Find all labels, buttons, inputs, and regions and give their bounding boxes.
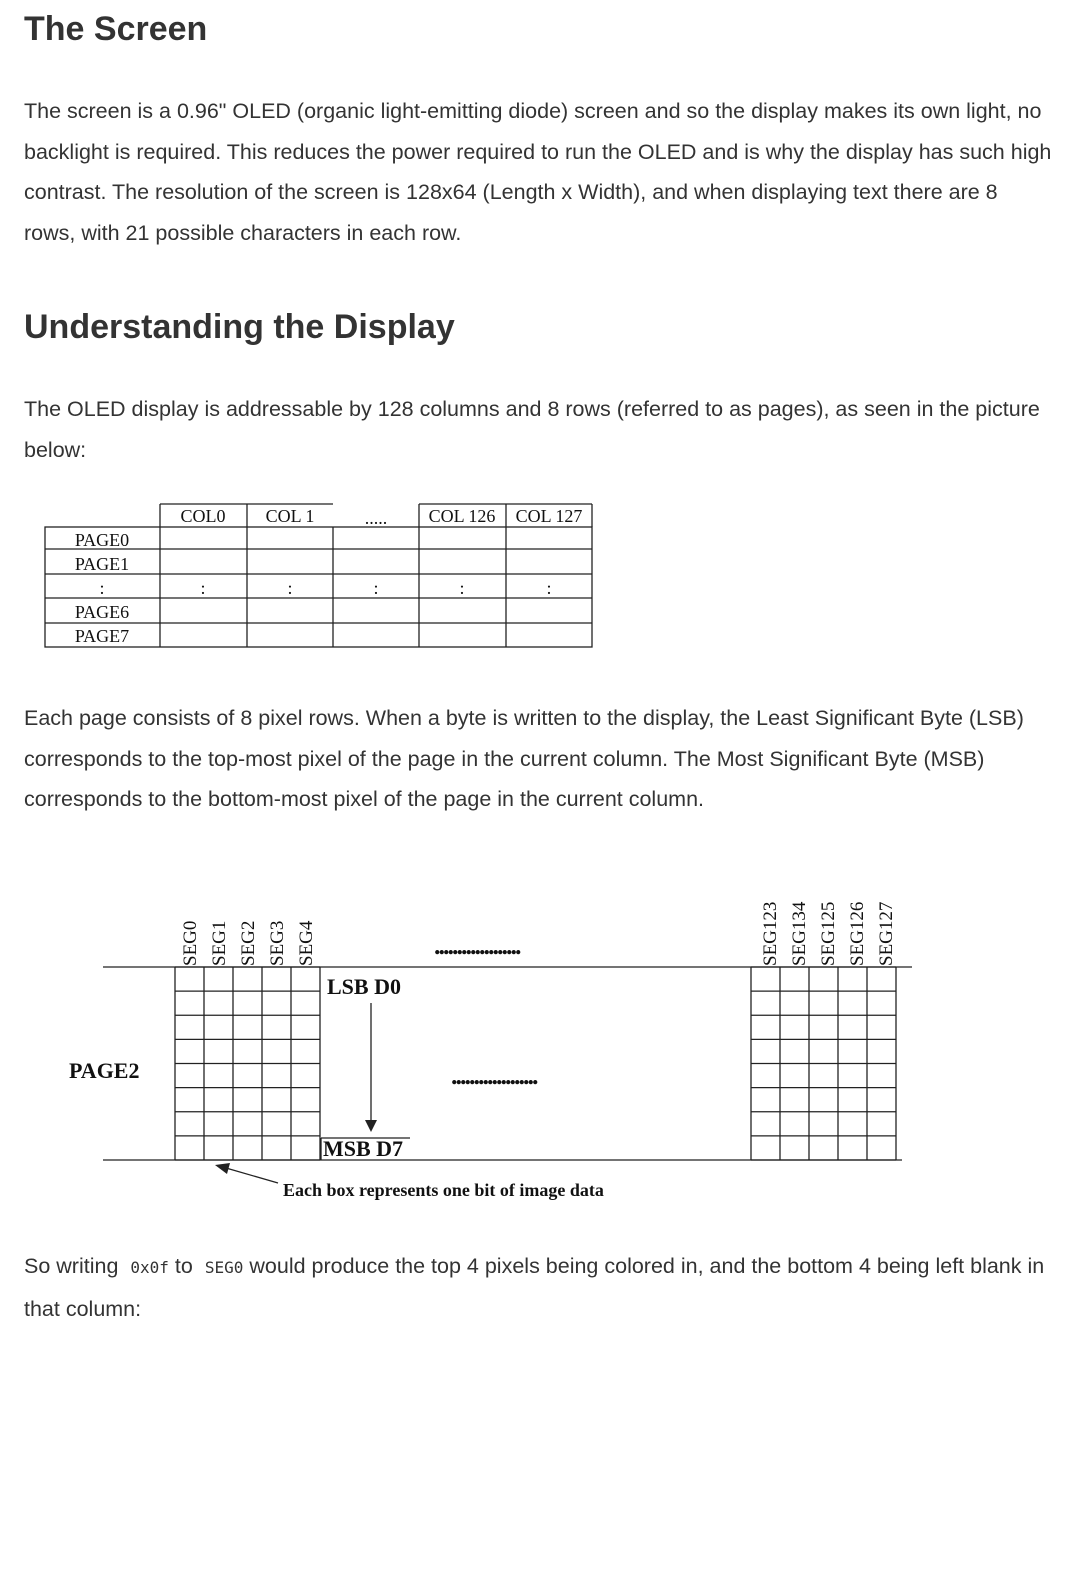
code-segment: SEG0 bbox=[204, 1258, 244, 1277]
col-header-126: COL 126 bbox=[428, 506, 496, 526]
row-label-page1: PAGE1 bbox=[74, 554, 130, 574]
arrow-down-icon bbox=[365, 1120, 377, 1132]
seg-label-127: SEG127 bbox=[876, 901, 897, 966]
dots-middle: ................... bbox=[451, 1061, 537, 1090]
page2-label: PAGE2 bbox=[69, 1058, 140, 1083]
cell-ellipsis: : bbox=[459, 578, 465, 598]
write-text-middle: to bbox=[174, 1254, 193, 1278]
row-label-page0: PAGE0 bbox=[74, 530, 130, 550]
seg-label-123: SEG123 bbox=[760, 901, 781, 966]
pixel-grid-left bbox=[175, 967, 320, 1160]
row-label-ellipsis: : bbox=[99, 578, 105, 598]
paragraph-screen: The screen is a 0.96" OLED (organic light-emitting diode) screen and so the display makes its own light, no backlight is required. This reduces the power required to run the OLED and is why the display has such high contrast. The resolution of the screen is 128x64 (Length x Width), and when displaying text there are 8 rows, with 21 possible characters in each row. bbox=[24, 99, 1052, 245]
seg-label-126: SEG126 bbox=[847, 901, 868, 966]
seg-label-125: SEG125 bbox=[818, 901, 839, 966]
seg-label-0: SEG0 bbox=[180, 920, 201, 966]
heading-the-screen: The Screen bbox=[24, 10, 208, 48]
arrow-left-icon bbox=[215, 1163, 230, 1174]
write-text-after: would produce the top 4 pixels being colored in, and the bottom 4 being left blank in that column: bbox=[24, 1254, 1045, 1321]
msb-label: MSB D7 bbox=[323, 1136, 404, 1161]
code-value: 0x0f bbox=[130, 1258, 169, 1277]
cell-ellipsis: : bbox=[200, 578, 206, 598]
heading-understanding-display: Understanding the Display bbox=[24, 308, 455, 346]
col-header-0: COL0 bbox=[180, 506, 226, 526]
cell-ellipsis: : bbox=[287, 578, 293, 598]
row-label-page7: PAGE7 bbox=[74, 626, 130, 646]
paragraph-pages: Each page consists of 8 pixel rows. When a byte is written to the display, the Least Significant Byte (LSB) corresponds to the top-most pixel of the page in the current column. The Most Significant Byte (MSB) corresponds to the bottom-most pixel of the page in the current column. bbox=[24, 706, 1024, 811]
col-header-1: COL 1 bbox=[265, 506, 315, 526]
seg-label-134: SEG134 bbox=[789, 901, 810, 966]
seg-label-4: SEG4 bbox=[296, 920, 317, 966]
write-text-before: So writing bbox=[24, 1254, 119, 1278]
paragraph-display: The OLED display is addressable by 128 columns and 8 rows (referred to as pages), as seen in the picture below: bbox=[24, 397, 1040, 462]
cell-ellipsis: : bbox=[373, 578, 379, 598]
seg-label-1: SEG1 bbox=[209, 920, 230, 966]
pixel-grid-right bbox=[751, 967, 896, 1160]
col-header-127: COL 127 bbox=[515, 506, 583, 526]
cell-ellipsis: : bbox=[546, 578, 552, 598]
lsb-label: LSB D0 bbox=[327, 974, 401, 999]
seg-label-3: SEG3 bbox=[267, 920, 288, 966]
seg-label-2: SEG2 bbox=[238, 920, 259, 966]
col-header-ellipsis: ..... bbox=[364, 508, 388, 528]
dots-top: ................... bbox=[434, 931, 520, 960]
diagram-caption: Each box represents one bit of image data bbox=[283, 1180, 604, 1200]
paragraph-write-example bbox=[24, 1246, 1054, 1329]
row-label-page6: PAGE6 bbox=[74, 602, 130, 622]
